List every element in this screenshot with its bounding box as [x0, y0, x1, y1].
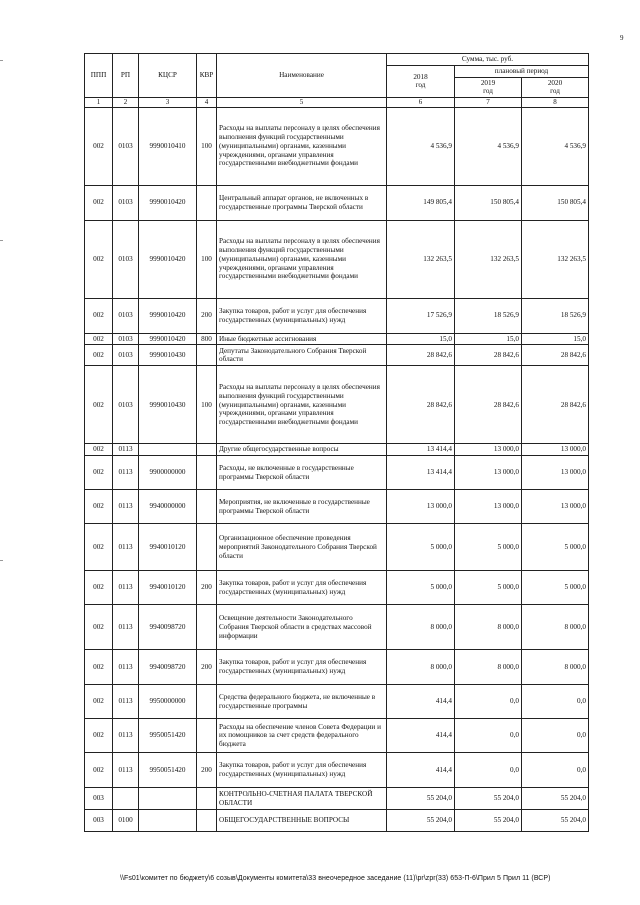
- cell-2019: 28 842,6: [455, 366, 522, 444]
- cell-ppp: 002: [85, 490, 113, 524]
- cell-ppp: 003: [85, 810, 113, 832]
- cell-kcsr: 9940010120: [139, 571, 197, 605]
- cell-ppp: 002: [85, 298, 113, 333]
- cell-2019: 132 263,5: [455, 220, 522, 298]
- cell-name: Расходы на выплаты персоналу в целях обеспечения выполнения функций государственными (муниципальными) органами, казенными учреждениями, органами управления государственными внебюджетными фондами: [217, 107, 387, 185]
- table-body: [85, 107, 589, 832]
- column-index: 4: [197, 98, 217, 108]
- cell-kcsr: 9900000000: [139, 456, 197, 490]
- cell-name: Закупка товаров, работ и услуг для обеспечения государственных (муниципальных) нужд: [217, 571, 387, 605]
- cell-name: Средства федерального бюджета, не включенные в государственные программы: [217, 685, 387, 719]
- header-ppp: ППП: [85, 54, 113, 98]
- cell-ppp: 002: [85, 456, 113, 490]
- cell-2018: 28 842,6: [387, 345, 455, 366]
- cell-2019: 18 526,9: [455, 298, 522, 333]
- cell-ppp: 002: [85, 605, 113, 650]
- cell-kcsr: 9940000000: [139, 490, 197, 524]
- cell-kvr: [197, 788, 217, 810]
- cell-name: Депутаты Законодательного Собрания Тверской области: [217, 345, 387, 366]
- cell-kvr: 200: [197, 571, 217, 605]
- table-row: [85, 650, 589, 685]
- footer-file-path: \\Fs01\комитет по бюджету\6 созыв\Документы комитета\33 внеочередное заседание (11)\pr\zpr(33) 653-П-6\Прил 5 Прил 11 (ВСР): [120, 875, 551, 882]
- table-row: [85, 220, 589, 298]
- cell-kvr: [197, 456, 217, 490]
- cell-2018: 13 414,4: [387, 444, 455, 456]
- cell-2019: 13 000,0: [455, 444, 522, 456]
- cell-2020: 55 204,0: [522, 788, 589, 810]
- column-index: 2: [113, 98, 139, 108]
- cell-kcsr: 9940010120: [139, 524, 197, 571]
- cell-kcsr: 9990010420: [139, 298, 197, 333]
- cell-2019: 0,0: [455, 753, 522, 788]
- cell-name: Расходы на выплаты персоналу в целях обеспечения выполнения функций государственными (муниципальными) органами, казенными учреждениями, органами управления государственными внебюджетными фондами: [217, 366, 387, 444]
- cell-rp: 0113: [113, 685, 139, 719]
- cell-kvr: 100: [197, 220, 217, 298]
- cell-name: Организационное обеспечение проведения мероприятий Законодательного Собрания Тверской области: [217, 524, 387, 571]
- cell-2020: 132 263,5: [522, 220, 589, 298]
- column-index: 3: [139, 98, 197, 108]
- header-kcsr: КЦСР: [139, 54, 197, 98]
- cell-2020: 0,0: [522, 719, 589, 753]
- cell-2020: 5 000,0: [522, 571, 589, 605]
- column-index: 6: [387, 98, 455, 108]
- cell-ppp: 002: [85, 107, 113, 185]
- table-row: [85, 333, 589, 345]
- header-name: Наименование: [217, 54, 387, 98]
- cell-ppp: 002: [85, 345, 113, 366]
- cell-2020: 0,0: [522, 753, 589, 788]
- cell-name: Иные бюджетные ассигнования: [217, 333, 387, 345]
- cell-2018: 132 263,5: [387, 220, 455, 298]
- cell-2018: 4 536,9: [387, 107, 455, 185]
- table-row: [85, 298, 589, 333]
- cell-2020: 18 526,9: [522, 298, 589, 333]
- cell-kvr: 100: [197, 107, 217, 185]
- table-row: [85, 571, 589, 605]
- cell-kcsr: 9950051420: [139, 719, 197, 753]
- cell-2019: 13 000,0: [455, 490, 522, 524]
- cell-rp: 0113: [113, 753, 139, 788]
- cell-2018: 8 000,0: [387, 605, 455, 650]
- cell-2018: 8 000,0: [387, 650, 455, 685]
- scan-mark: [0, 240, 3, 241]
- cell-ppp: 002: [85, 366, 113, 444]
- cell-kvr: [197, 490, 217, 524]
- cell-2020: 15,0: [522, 333, 589, 345]
- cell-kcsr: [139, 788, 197, 810]
- cell-2019: 5 000,0: [455, 571, 522, 605]
- column-index: 8: [522, 98, 589, 108]
- cell-ppp: 002: [85, 650, 113, 685]
- cell-rp: 0113: [113, 605, 139, 650]
- cell-2018: 414,4: [387, 753, 455, 788]
- cell-name: Расходы на обеспечение членов Совета Федерации и их помощников за счет средств федерального бюджета: [217, 719, 387, 753]
- cell-2018: 5 000,0: [387, 524, 455, 571]
- cell-ppp: 002: [85, 444, 113, 456]
- cell-name: Освещение деятельности Законодательного Собрания Тверской области в средствах массовой информации: [217, 605, 387, 650]
- table-row: [85, 456, 589, 490]
- header-planned-period: плановый период: [455, 65, 589, 77]
- table-row: [85, 444, 589, 456]
- cell-rp: 0113: [113, 456, 139, 490]
- table-row: [85, 810, 589, 832]
- cell-2018: 17 526,9: [387, 298, 455, 333]
- cell-ppp: 002: [85, 571, 113, 605]
- cell-name: Мероприятия, не включенные в государственные программы Тверской области: [217, 490, 387, 524]
- column-index: 7: [455, 98, 522, 108]
- table-row: [85, 490, 589, 524]
- column-index: 1: [85, 98, 113, 108]
- cell-rp: 0113: [113, 571, 139, 605]
- cell-rp: 0113: [113, 490, 139, 524]
- table-row: [85, 366, 589, 444]
- cell-kcsr: 9990010420: [139, 220, 197, 298]
- header-rp: РП: [113, 54, 139, 98]
- cell-kvr: 200: [197, 650, 217, 685]
- cell-2019: 28 842,6: [455, 345, 522, 366]
- cell-2018: 55 204,0: [387, 788, 455, 810]
- cell-2020: 13 000,0: [522, 490, 589, 524]
- cell-ppp: 002: [85, 524, 113, 571]
- cell-2020: 0,0: [522, 685, 589, 719]
- cell-ppp: 002: [85, 220, 113, 298]
- cell-kvr: 100: [197, 366, 217, 444]
- year-2019: 2019: [480, 78, 496, 87]
- cell-2019: 8 000,0: [455, 605, 522, 650]
- cell-rp: 0103: [113, 298, 139, 333]
- table-row: [85, 753, 589, 788]
- cell-2020: 55 204,0: [522, 810, 589, 832]
- cell-2020: 28 842,6: [522, 345, 589, 366]
- cell-2018: 5 000,0: [387, 571, 455, 605]
- column-index: 5: [217, 98, 387, 108]
- cell-kvr: [197, 810, 217, 832]
- cell-ppp: 002: [85, 333, 113, 345]
- table-row: [85, 605, 589, 650]
- cell-2020: 28 842,6: [522, 366, 589, 444]
- table-row: [85, 524, 589, 571]
- cell-kvr: [197, 444, 217, 456]
- cell-rp: 0113: [113, 650, 139, 685]
- cell-kvr: 200: [197, 298, 217, 333]
- header-year-2020: [522, 77, 589, 98]
- cell-2019: 8 000,0: [455, 650, 522, 685]
- cell-2019: 13 000,0: [455, 456, 522, 490]
- table-row: [85, 345, 589, 366]
- cell-kcsr: [139, 810, 197, 832]
- scan-mark: [0, 60, 3, 61]
- table-row: [85, 719, 589, 753]
- scan-mark: [0, 560, 3, 561]
- cell-2020: 5 000,0: [522, 524, 589, 571]
- cell-rp: [113, 788, 139, 810]
- cell-2018: 55 204,0: [387, 810, 455, 832]
- cell-kvr: [197, 524, 217, 571]
- table-header: [85, 54, 589, 108]
- cell-name: Закупка товаров, работ и услуг для обеспечения государственных (муниципальных) нужд: [217, 753, 387, 788]
- cell-2019: 4 536,9: [455, 107, 522, 185]
- cell-rp: 0100: [113, 810, 139, 832]
- cell-2018: 13 000,0: [387, 490, 455, 524]
- cell-rp: 0103: [113, 333, 139, 345]
- cell-2019: 55 204,0: [455, 810, 522, 832]
- cell-2018: 13 414,4: [387, 456, 455, 490]
- cell-2018: 414,4: [387, 719, 455, 753]
- header-year-2019: [455, 77, 522, 98]
- column-index-row: [85, 98, 589, 108]
- cell-ppp: 002: [85, 185, 113, 220]
- table-row: [85, 107, 589, 185]
- cell-2019: 5 000,0: [455, 524, 522, 571]
- cell-2019: 0,0: [455, 685, 522, 719]
- cell-rp: 0103: [113, 185, 139, 220]
- cell-kvr: [197, 685, 217, 719]
- cell-kcsr: 9940098720: [139, 650, 197, 685]
- cell-name: Расходы, не включенные в государственные программы Тверской области: [217, 456, 387, 490]
- cell-name: Другие общегосударственные вопросы: [217, 444, 387, 456]
- table-row: [85, 185, 589, 220]
- cell-name: Центральный аппарат органов, не включенных в государственные программы Тверской области: [217, 185, 387, 220]
- year-2020: 2020: [547, 78, 563, 87]
- cell-2020: 150 805,4: [522, 185, 589, 220]
- year-word-2020: год: [550, 87, 560, 96]
- cell-rp: 0103: [113, 366, 139, 444]
- cell-2020: 13 000,0: [522, 456, 589, 490]
- cell-kcsr: 9990010410: [139, 107, 197, 185]
- header-year-2018: [387, 65, 455, 97]
- table-row: [85, 685, 589, 719]
- year-word-2019: год: [483, 87, 493, 96]
- year-word-2018: год: [415, 81, 426, 90]
- cell-name: Расходы на выплаты персоналу в целях обеспечения выполнения функций государственными (муниципальными) органами, казенными учреждениями, органами управления государственными внебюджетными фондами: [217, 220, 387, 298]
- cell-2020: 8 000,0: [522, 605, 589, 650]
- header-kvr: КВР: [197, 54, 217, 98]
- cell-kcsr: 9990010430: [139, 366, 197, 444]
- cell-ppp: 002: [85, 753, 113, 788]
- cell-2019: 55 204,0: [455, 788, 522, 810]
- table-row: [85, 788, 589, 810]
- cell-kcsr: 9990010420: [139, 185, 197, 220]
- cell-kcsr: 9940098720: [139, 605, 197, 650]
- header-sum: Сумма, тыс. руб.: [387, 54, 589, 66]
- cell-name: Закупка товаров, работ и услуг для обеспечения государственных (муниципальных) нужд: [217, 650, 387, 685]
- cell-kvr: [197, 345, 217, 366]
- cell-ppp: 002: [85, 719, 113, 753]
- page-number: 9: [620, 34, 624, 42]
- year-2018: 2018: [413, 72, 428, 81]
- cell-2020: 13 000,0: [522, 444, 589, 456]
- cell-2018: 149 805,4: [387, 185, 455, 220]
- cell-name: КОНТРОЛЬНО-СЧЕТНАЯ ПАЛАТА ТВЕРСКОЙ ОБЛАСТИ: [217, 788, 387, 810]
- cell-2018: 15,0: [387, 333, 455, 345]
- cell-2020: 4 536,9: [522, 107, 589, 185]
- cell-rp: 0113: [113, 524, 139, 571]
- cell-kcsr: 9990010430: [139, 345, 197, 366]
- cell-name: Закупка товаров, работ и услуг для обеспечения государственных (муниципальных) нужд: [217, 298, 387, 333]
- cell-rp: 0103: [113, 107, 139, 185]
- cell-kvr: [197, 185, 217, 220]
- cell-name: ОБЩЕГОСУДАРСТВЕННЫЕ ВОПРОСЫ: [217, 810, 387, 832]
- cell-ppp: 003: [85, 788, 113, 810]
- cell-kvr: [197, 605, 217, 650]
- cell-2019: 150 805,4: [455, 185, 522, 220]
- cell-rp: 0113: [113, 719, 139, 753]
- cell-kvr: 800: [197, 333, 217, 345]
- cell-rp: 0103: [113, 345, 139, 366]
- cell-2018: 28 842,6: [387, 366, 455, 444]
- cell-kcsr: 9950000000: [139, 685, 197, 719]
- cell-2019: 0,0: [455, 719, 522, 753]
- cell-2018: 414,4: [387, 685, 455, 719]
- cell-2020: 8 000,0: [522, 650, 589, 685]
- cell-ppp: 002: [85, 685, 113, 719]
- cell-kvr: 200: [197, 753, 217, 788]
- cell-kvr: [197, 719, 217, 753]
- cell-kcsr: [139, 444, 197, 456]
- cell-2019: 15,0: [455, 333, 522, 345]
- cell-rp: 0103: [113, 220, 139, 298]
- cell-kcsr: 9950051420: [139, 753, 197, 788]
- budget-table: [84, 53, 589, 832]
- cell-rp: 0113: [113, 444, 139, 456]
- cell-kcsr: 9990010420: [139, 333, 197, 345]
